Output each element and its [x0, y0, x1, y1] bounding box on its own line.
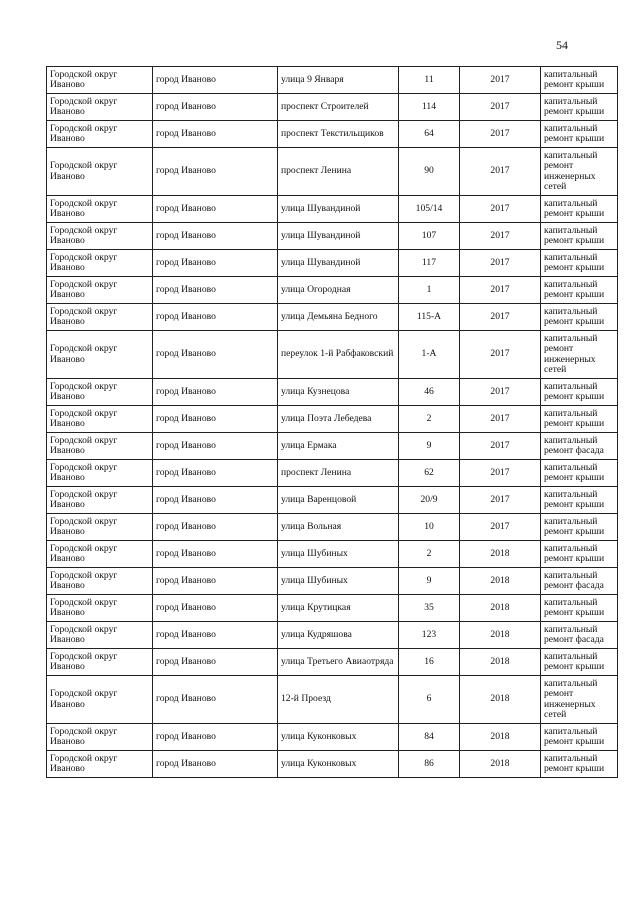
year-cell: 2017	[460, 67, 541, 94]
table-row	[47, 676, 618, 724]
year-cell: 2017	[460, 379, 541, 406]
year-cell: 2018	[460, 751, 541, 778]
city-cell: город Иваново	[153, 649, 278, 676]
okrug-cell: Городской округ Иваново	[47, 724, 153, 751]
city-cell: город Иваново	[153, 433, 278, 460]
year-cell: 2018	[460, 649, 541, 676]
street-cell: улица Демьяна Бедного	[278, 304, 399, 331]
table-row	[47, 196, 618, 223]
city-cell: город Иваново	[153, 121, 278, 148]
year-cell: 2018	[460, 724, 541, 751]
work-type-cell: капитальный ремонт крыши	[541, 406, 618, 433]
city-cell: город Иваново	[153, 751, 278, 778]
year-cell: 2017	[460, 223, 541, 250]
city-cell: город Иваново	[153, 622, 278, 649]
street-cell: улица Поэта Лебедева	[278, 406, 399, 433]
okrug-cell: Городской округ Иваново	[47, 676, 153, 724]
street-cell: улица Шувандиной	[278, 196, 399, 223]
city-cell: город Иваново	[153, 595, 278, 622]
house-cell: 107	[399, 223, 460, 250]
city-cell: город Иваново	[153, 514, 278, 541]
street-cell: улица Ермака	[278, 433, 399, 460]
okrug-cell: Городской округ Иваново	[47, 250, 153, 277]
year-cell: 2017	[460, 487, 541, 514]
okrug-cell: Городской округ Иваново	[47, 277, 153, 304]
city-cell: город Иваново	[153, 250, 278, 277]
city-cell: город Иваново	[153, 331, 278, 379]
okrug-cell: Городской округ Иваново	[47, 148, 153, 196]
year-cell: 2017	[460, 433, 541, 460]
okrug-cell: Городской округ Иваново	[47, 223, 153, 250]
year-cell: 2017	[460, 250, 541, 277]
work-type-cell: капитальный ремонт фасада	[541, 433, 618, 460]
year-cell: 2017	[460, 304, 541, 331]
street-cell: улица Шувандиной	[278, 223, 399, 250]
table-row	[47, 514, 618, 541]
house-cell: 123	[399, 622, 460, 649]
table-row	[47, 121, 618, 148]
year-cell: 2018	[460, 622, 541, 649]
street-cell: улица Шубиных	[278, 568, 399, 595]
okrug-cell: Городской округ Иваново	[47, 67, 153, 94]
work-type-cell: капитальный ремонт фасада	[541, 568, 618, 595]
house-cell: 10	[399, 514, 460, 541]
work-type-cell: капитальный ремонт инженерных сетей	[541, 676, 618, 724]
house-cell: 2	[399, 406, 460, 433]
work-type-cell: капитальный ремонт крыши	[541, 250, 618, 277]
table-row	[47, 649, 618, 676]
year-cell: 2017	[460, 148, 541, 196]
year-cell: 2017	[460, 196, 541, 223]
okrug-cell: Городской округ Иваново	[47, 460, 153, 487]
okrug-cell: Городской округ Иваново	[47, 304, 153, 331]
house-cell: 117	[399, 250, 460, 277]
year-cell: 2018	[460, 676, 541, 724]
house-cell: 6	[399, 676, 460, 724]
table-row	[47, 277, 618, 304]
house-cell: 84	[399, 724, 460, 751]
house-cell: 105/14	[399, 196, 460, 223]
street-cell: улица Кудряшова	[278, 622, 399, 649]
work-type-cell: капитальный ремонт крыши	[541, 277, 618, 304]
table-row	[47, 148, 618, 196]
house-cell: 115-А	[399, 304, 460, 331]
house-cell: 64	[399, 121, 460, 148]
city-cell: город Иваново	[153, 196, 278, 223]
okrug-cell: Городской округ Иваново	[47, 622, 153, 649]
okrug-cell: Городской округ Иваново	[47, 196, 153, 223]
year-cell: 2017	[460, 331, 541, 379]
okrug-cell: Городской округ Иваново	[47, 487, 153, 514]
work-type-cell: капитальный ремонт крыши	[541, 460, 618, 487]
housing-repair-table	[46, 66, 618, 778]
work-type-cell: капитальный ремонт инженерных сетей	[541, 331, 618, 379]
house-cell: 9	[399, 433, 460, 460]
work-type-cell: капитальный ремонт крыши	[541, 541, 618, 568]
table-row	[47, 223, 618, 250]
okrug-cell: Городской округ Иваново	[47, 595, 153, 622]
house-cell: 20/9	[399, 487, 460, 514]
table-row	[47, 331, 618, 379]
okrug-cell: Городской округ Иваново	[47, 433, 153, 460]
okrug-cell: Городской округ Иваново	[47, 379, 153, 406]
city-cell: город Иваново	[153, 94, 278, 121]
okrug-cell: Городской округ Иваново	[47, 541, 153, 568]
table-row	[47, 406, 618, 433]
okrug-cell: Городской округ Иваново	[47, 331, 153, 379]
city-cell: город Иваново	[153, 568, 278, 595]
city-cell: город Иваново	[153, 406, 278, 433]
table-row	[47, 622, 618, 649]
year-cell: 2018	[460, 568, 541, 595]
table-row	[47, 724, 618, 751]
table-row	[47, 250, 618, 277]
okrug-cell: Городской округ Иваново	[47, 121, 153, 148]
house-cell: 46	[399, 379, 460, 406]
work-type-cell: капитальный ремонт крыши	[541, 487, 618, 514]
street-cell: улица Куконковых	[278, 724, 399, 751]
house-cell: 11	[399, 67, 460, 94]
house-cell: 114	[399, 94, 460, 121]
house-cell: 2	[399, 541, 460, 568]
house-cell: 1	[399, 277, 460, 304]
okrug-cell: Городской округ Иваново	[47, 406, 153, 433]
okrug-cell: Городской округ Иваново	[47, 649, 153, 676]
work-type-cell: капитальный ремонт крыши	[541, 751, 618, 778]
street-cell: проспект Текстильщиков	[278, 121, 399, 148]
city-cell: город Иваново	[153, 541, 278, 568]
house-cell: 86	[399, 751, 460, 778]
house-cell: 62	[399, 460, 460, 487]
okrug-cell: Городской округ Иваново	[47, 514, 153, 541]
street-cell: улица 9 Января	[278, 67, 399, 94]
city-cell: город Иваново	[153, 487, 278, 514]
year-cell: 2017	[460, 406, 541, 433]
city-cell: город Иваново	[153, 148, 278, 196]
street-cell: переулок 1-й Рабфаковский	[278, 331, 399, 379]
street-cell: улица Вольная	[278, 514, 399, 541]
work-type-cell: капитальный ремонт крыши	[541, 724, 618, 751]
street-cell: улица Кузнецова	[278, 379, 399, 406]
table-row	[47, 751, 618, 778]
street-cell: проспект Строителей	[278, 94, 399, 121]
table-row	[47, 67, 618, 94]
table-row	[47, 460, 618, 487]
table-row	[47, 379, 618, 406]
table-row	[47, 433, 618, 460]
work-type-cell: капитальный ремонт крыши	[541, 514, 618, 541]
table-row	[47, 568, 618, 595]
house-cell: 9	[399, 568, 460, 595]
okrug-cell: Городской округ Иваново	[47, 568, 153, 595]
work-type-cell: капитальный ремонт крыши	[541, 67, 618, 94]
year-cell: 2017	[460, 121, 541, 148]
work-type-cell: капитальный ремонт инженерных сетей	[541, 148, 618, 196]
work-type-cell: капитальный ремонт крыши	[541, 649, 618, 676]
work-type-cell: капитальный ремонт крыши	[541, 94, 618, 121]
year-cell: 2017	[460, 277, 541, 304]
street-cell: улица Шувандиной	[278, 250, 399, 277]
year-cell: 2018	[460, 595, 541, 622]
year-cell: 2018	[460, 541, 541, 568]
table-row	[47, 595, 618, 622]
table-row	[47, 304, 618, 331]
okrug-cell: Городской округ Иваново	[47, 751, 153, 778]
table-row	[47, 487, 618, 514]
work-type-cell: капитальный ремонт фасада	[541, 622, 618, 649]
city-cell: город Иваново	[153, 304, 278, 331]
house-cell: 16	[399, 649, 460, 676]
street-cell: улица Шубиных	[278, 541, 399, 568]
work-type-cell: капитальный ремонт крыши	[541, 595, 618, 622]
okrug-cell: Городской округ Иваново	[47, 94, 153, 121]
table-row	[47, 541, 618, 568]
year-cell: 2017	[460, 94, 541, 121]
city-cell: город Иваново	[153, 67, 278, 94]
street-cell: 12-й Проезд	[278, 676, 399, 724]
street-cell: проспект Ленина	[278, 460, 399, 487]
house-cell: 35	[399, 595, 460, 622]
city-cell: город Иваново	[153, 223, 278, 250]
city-cell: город Иваново	[153, 277, 278, 304]
work-type-cell: капитальный ремонт крыши	[541, 121, 618, 148]
city-cell: город Иваново	[153, 724, 278, 751]
page-number: 54	[556, 38, 568, 52]
work-type-cell: капитальный ремонт крыши	[541, 196, 618, 223]
city-cell: город Иваново	[153, 460, 278, 487]
street-cell: проспект Ленина	[278, 148, 399, 196]
street-cell: улица Третьего Авиаотряда	[278, 649, 399, 676]
city-cell: город Иваново	[153, 379, 278, 406]
street-cell: улица Крутицкая	[278, 595, 399, 622]
house-cell: 1-А	[399, 331, 460, 379]
work-type-cell: капитальный ремонт крыши	[541, 304, 618, 331]
work-type-cell: капитальный ремонт крыши	[541, 379, 618, 406]
city-cell: город Иваново	[153, 676, 278, 724]
year-cell: 2017	[460, 514, 541, 541]
work-type-cell: капитальный ремонт крыши	[541, 223, 618, 250]
house-cell: 90	[399, 148, 460, 196]
street-cell: улица Куконковых	[278, 751, 399, 778]
year-cell: 2017	[460, 460, 541, 487]
street-cell: улица Варенцовой	[278, 487, 399, 514]
table-row	[47, 94, 618, 121]
street-cell: улица Огородная	[278, 277, 399, 304]
